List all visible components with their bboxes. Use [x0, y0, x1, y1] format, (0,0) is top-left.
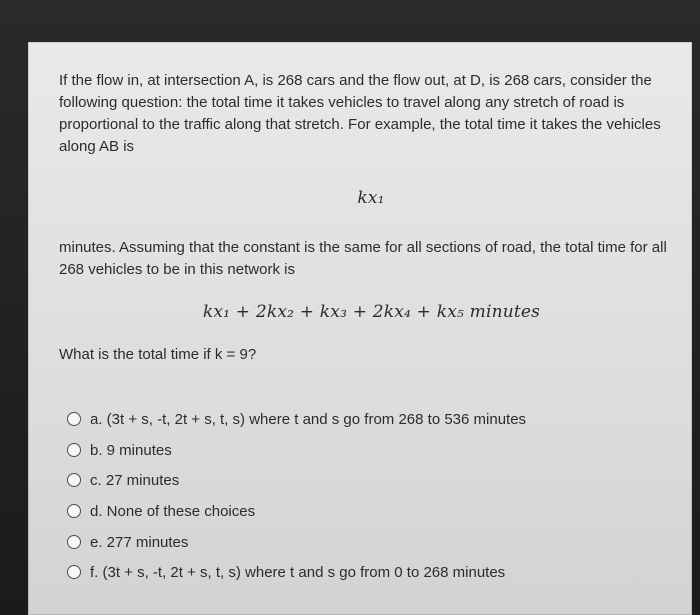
formula-kx1: kx₁ — [357, 188, 385, 208]
answer-option-f[interactable] — [67, 560, 505, 584]
answer-option-label: b. 9 minutes — [90, 441, 172, 459]
radio-button-icon[interactable] — [67, 473, 81, 487]
formula-total-time: kx₁ + 2kx₂ + kx₃ + 2kx₄ + kx₅ minutes — [202, 302, 541, 322]
answer-option-label: a. (3t + s, -t, 2t + s, t, s) where t and s go from 268 to 536 minutes — [90, 410, 527, 428]
answer-option-label: e. 277 minutes — [90, 533, 189, 551]
radio-button-icon[interactable] — [67, 504, 81, 518]
question-paragraph-1: If the flow in, at intersection A, is 268 cars and the flow out, at D, is 268 cars, consider the following question: the total time it takes vehicles to travel along any stretch of road is proportional to the traffic along that stretch. For example, the total time it takes the vehicles along AB is — [59, 72, 661, 155]
answer-option-label: c. 27 minutes — [90, 471, 180, 489]
answer-option-c[interactable] — [67, 468, 179, 492]
question-paragraph-2: minutes. Assuming that the constant is the same for all sections of road, the total time for all 268 vehicles to be in this network is — [59, 239, 667, 278]
radio-button-icon[interactable] — [67, 443, 81, 457]
answer-option-b[interactable] — [67, 438, 172, 462]
answer-option-e[interactable] — [67, 530, 188, 554]
question-text-block — [59, 70, 674, 366]
answer-option-label: f. (3t + s, -t, 2t + s, t, s) where t and s go from 0 to 268 minutes — [90, 563, 506, 581]
answer-option-a[interactable] — [67, 407, 526, 431]
answer-option-d[interactable] — [67, 499, 255, 523]
radio-button-icon[interactable] — [67, 412, 81, 426]
radio-button-icon[interactable] — [67, 535, 81, 549]
question-prompt: What is the total time if k = 9? — [59, 346, 257, 363]
answer-option-label: d. None of these choices — [90, 502, 256, 520]
question-card — [28, 42, 692, 615]
radio-button-icon[interactable] — [67, 565, 81, 579]
